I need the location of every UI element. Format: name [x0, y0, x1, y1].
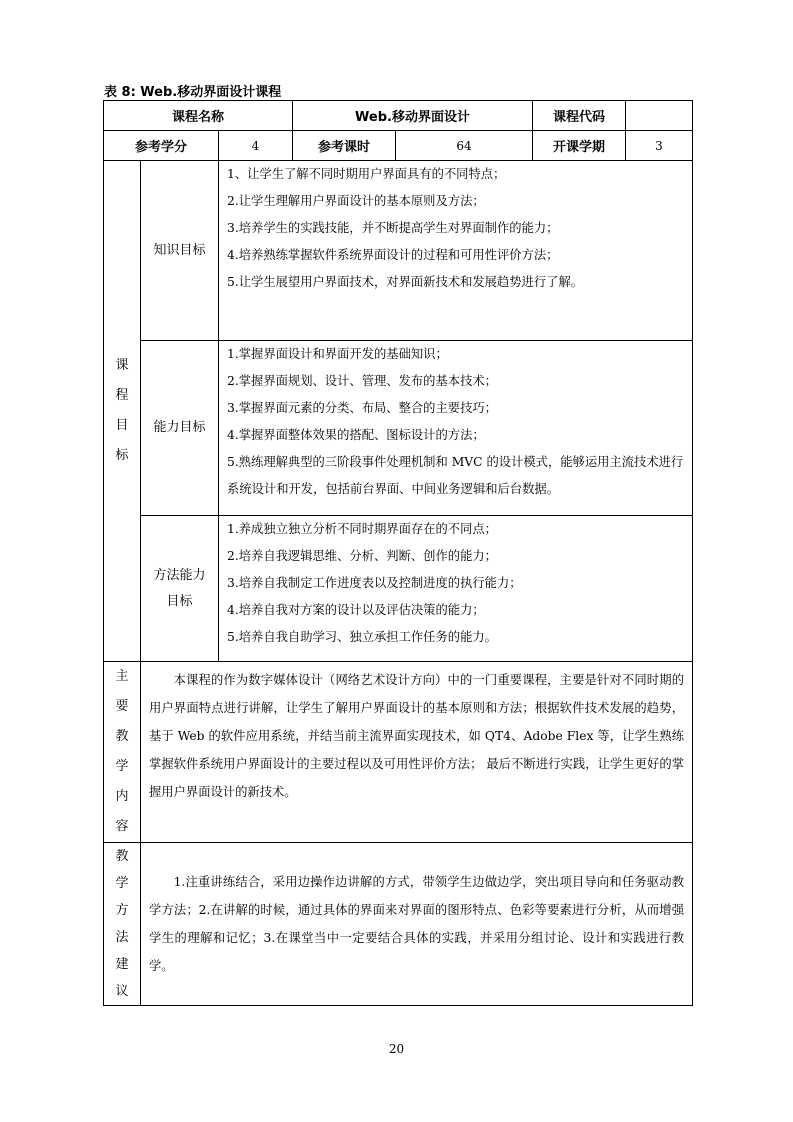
list-item: 5.培养自我自助学习、独立承担工作任务的能力。 — [227, 630, 497, 644]
method-items — [219, 516, 693, 662]
list-item: 5.熟练理解典型的三阶段事件处理机制和 MVC 的设计模式，能够运用主流技术进行系统设计和开发，包括前台界面、中间业务逻辑和后台数据。 — [227, 455, 684, 496]
list-item: 1、让学生了解不同时期用户界面具有的不同特点； — [227, 167, 506, 181]
course-name-value: Web.移动界面设计 — [293, 101, 533, 131]
list-item: 2.掌握界面规划、设计、管理、发布的基本技术； — [227, 374, 497, 388]
list-item: 4.掌握界面整体效果的搭配、图标设计的方法； — [227, 428, 485, 442]
objectives-label: 课 程 目 标 — [104, 161, 141, 662]
knowledge-label: 知识目标 — [141, 161, 219, 341]
course-table — [103, 100, 693, 1006]
course-code-value — [626, 101, 693, 131]
header-row-1 — [104, 101, 693, 131]
methods-text-cell — [141, 843, 693, 1006]
header-row-2 — [104, 131, 693, 161]
ability-row — [104, 341, 693, 516]
knowledge-items — [219, 161, 693, 341]
semester-label: 开课学期 — [533, 131, 626, 161]
list-item: 2.让学生理解用户界面设计的基本原则及方法； — [227, 194, 485, 208]
content-label: 主 要 教 学 内 容 — [104, 662, 141, 843]
methods-paragraph: 1.注重讲练结合，采用边操作边讲解的方式，带领学生边做边学，突出项目导向和任务驱动教学方法；2.在讲解的时候，通过具体的界面来对界面的图形特点、色彩等要素进行分析，从而增强学生的理解和记忆；3.在课堂当中一定要结合具体的实践，并采用分组讨论、设计和实践进行教学。 — [149, 875, 684, 973]
list-item: 4.培养熟练掌握软件系统界面设计的过程和可用性评价方法； — [227, 248, 559, 262]
methods-label: 教 学 方 法 建 议 — [104, 843, 141, 1006]
method-label: 方法能力 目标 — [141, 516, 219, 662]
content-paragraph: 本课程的作为数字媒体设计（网络艺术设计方向）中的一门重要课程，主要是针对不同时期的用户界面特点进行讲解，让学生了解用户界面设计的基本原则和方法；根据软件技术发展的趋势，基于 Web 的软件应用系统，并结当前主流界面实现技术，如 QT4、Adobe Flex 等，让学生熟练掌握软件系统用户界面设计的主要过程以及可用性评价方法； 最后不断进行实践，让学生更好的掌握用户界面设计的新技术。 — [149, 673, 684, 799]
ability-items — [219, 341, 693, 516]
ability-label: 能力目标 — [141, 341, 219, 516]
semester-value: 3 — [626, 131, 693, 161]
knowledge-row — [104, 161, 693, 341]
credit-label: 参考学分 — [104, 131, 219, 161]
page-number: 20 — [388, 1042, 405, 1056]
course-code-label: 课程代码 — [533, 101, 626, 131]
list-item: 3.掌握界面元素的分类、布局、整合的主要技巧； — [227, 401, 497, 415]
content-text-cell — [141, 662, 693, 843]
credit-value: 4 — [219, 131, 293, 161]
list-item: 1.掌握界面设计和界面开发的基础知识； — [227, 347, 448, 361]
list-item: 1.养成独立独立分析不同时期界面存在的不同点； — [227, 522, 497, 536]
list-item: 5.让学生展望用户界面技术，对界面新技术和发展趋势进行了解。 — [227, 275, 584, 289]
hours-label: 参考课时 — [293, 131, 396, 161]
list-item: 2.培养自我逻辑思维、分析、判断、创作的能力； — [227, 549, 497, 563]
hours-value: 64 — [396, 131, 533, 161]
method-row — [104, 516, 693, 662]
table-caption: 表 8: Web.移动界面设计课程 — [104, 85, 282, 100]
list-item: 4.培养自我对方案的设计以及评估决策的能力； — [227, 603, 485, 617]
list-item: 3.培养学生的实践技能，并不断提高学生对界面制作的能力； — [227, 221, 559, 235]
course-name-label: 课程名称 — [104, 101, 293, 131]
list-item: 3.培养自我制定工作进度表以及控制进度的执行能力； — [227, 576, 522, 590]
content-row — [104, 662, 693, 843]
methods-row — [104, 843, 693, 1006]
